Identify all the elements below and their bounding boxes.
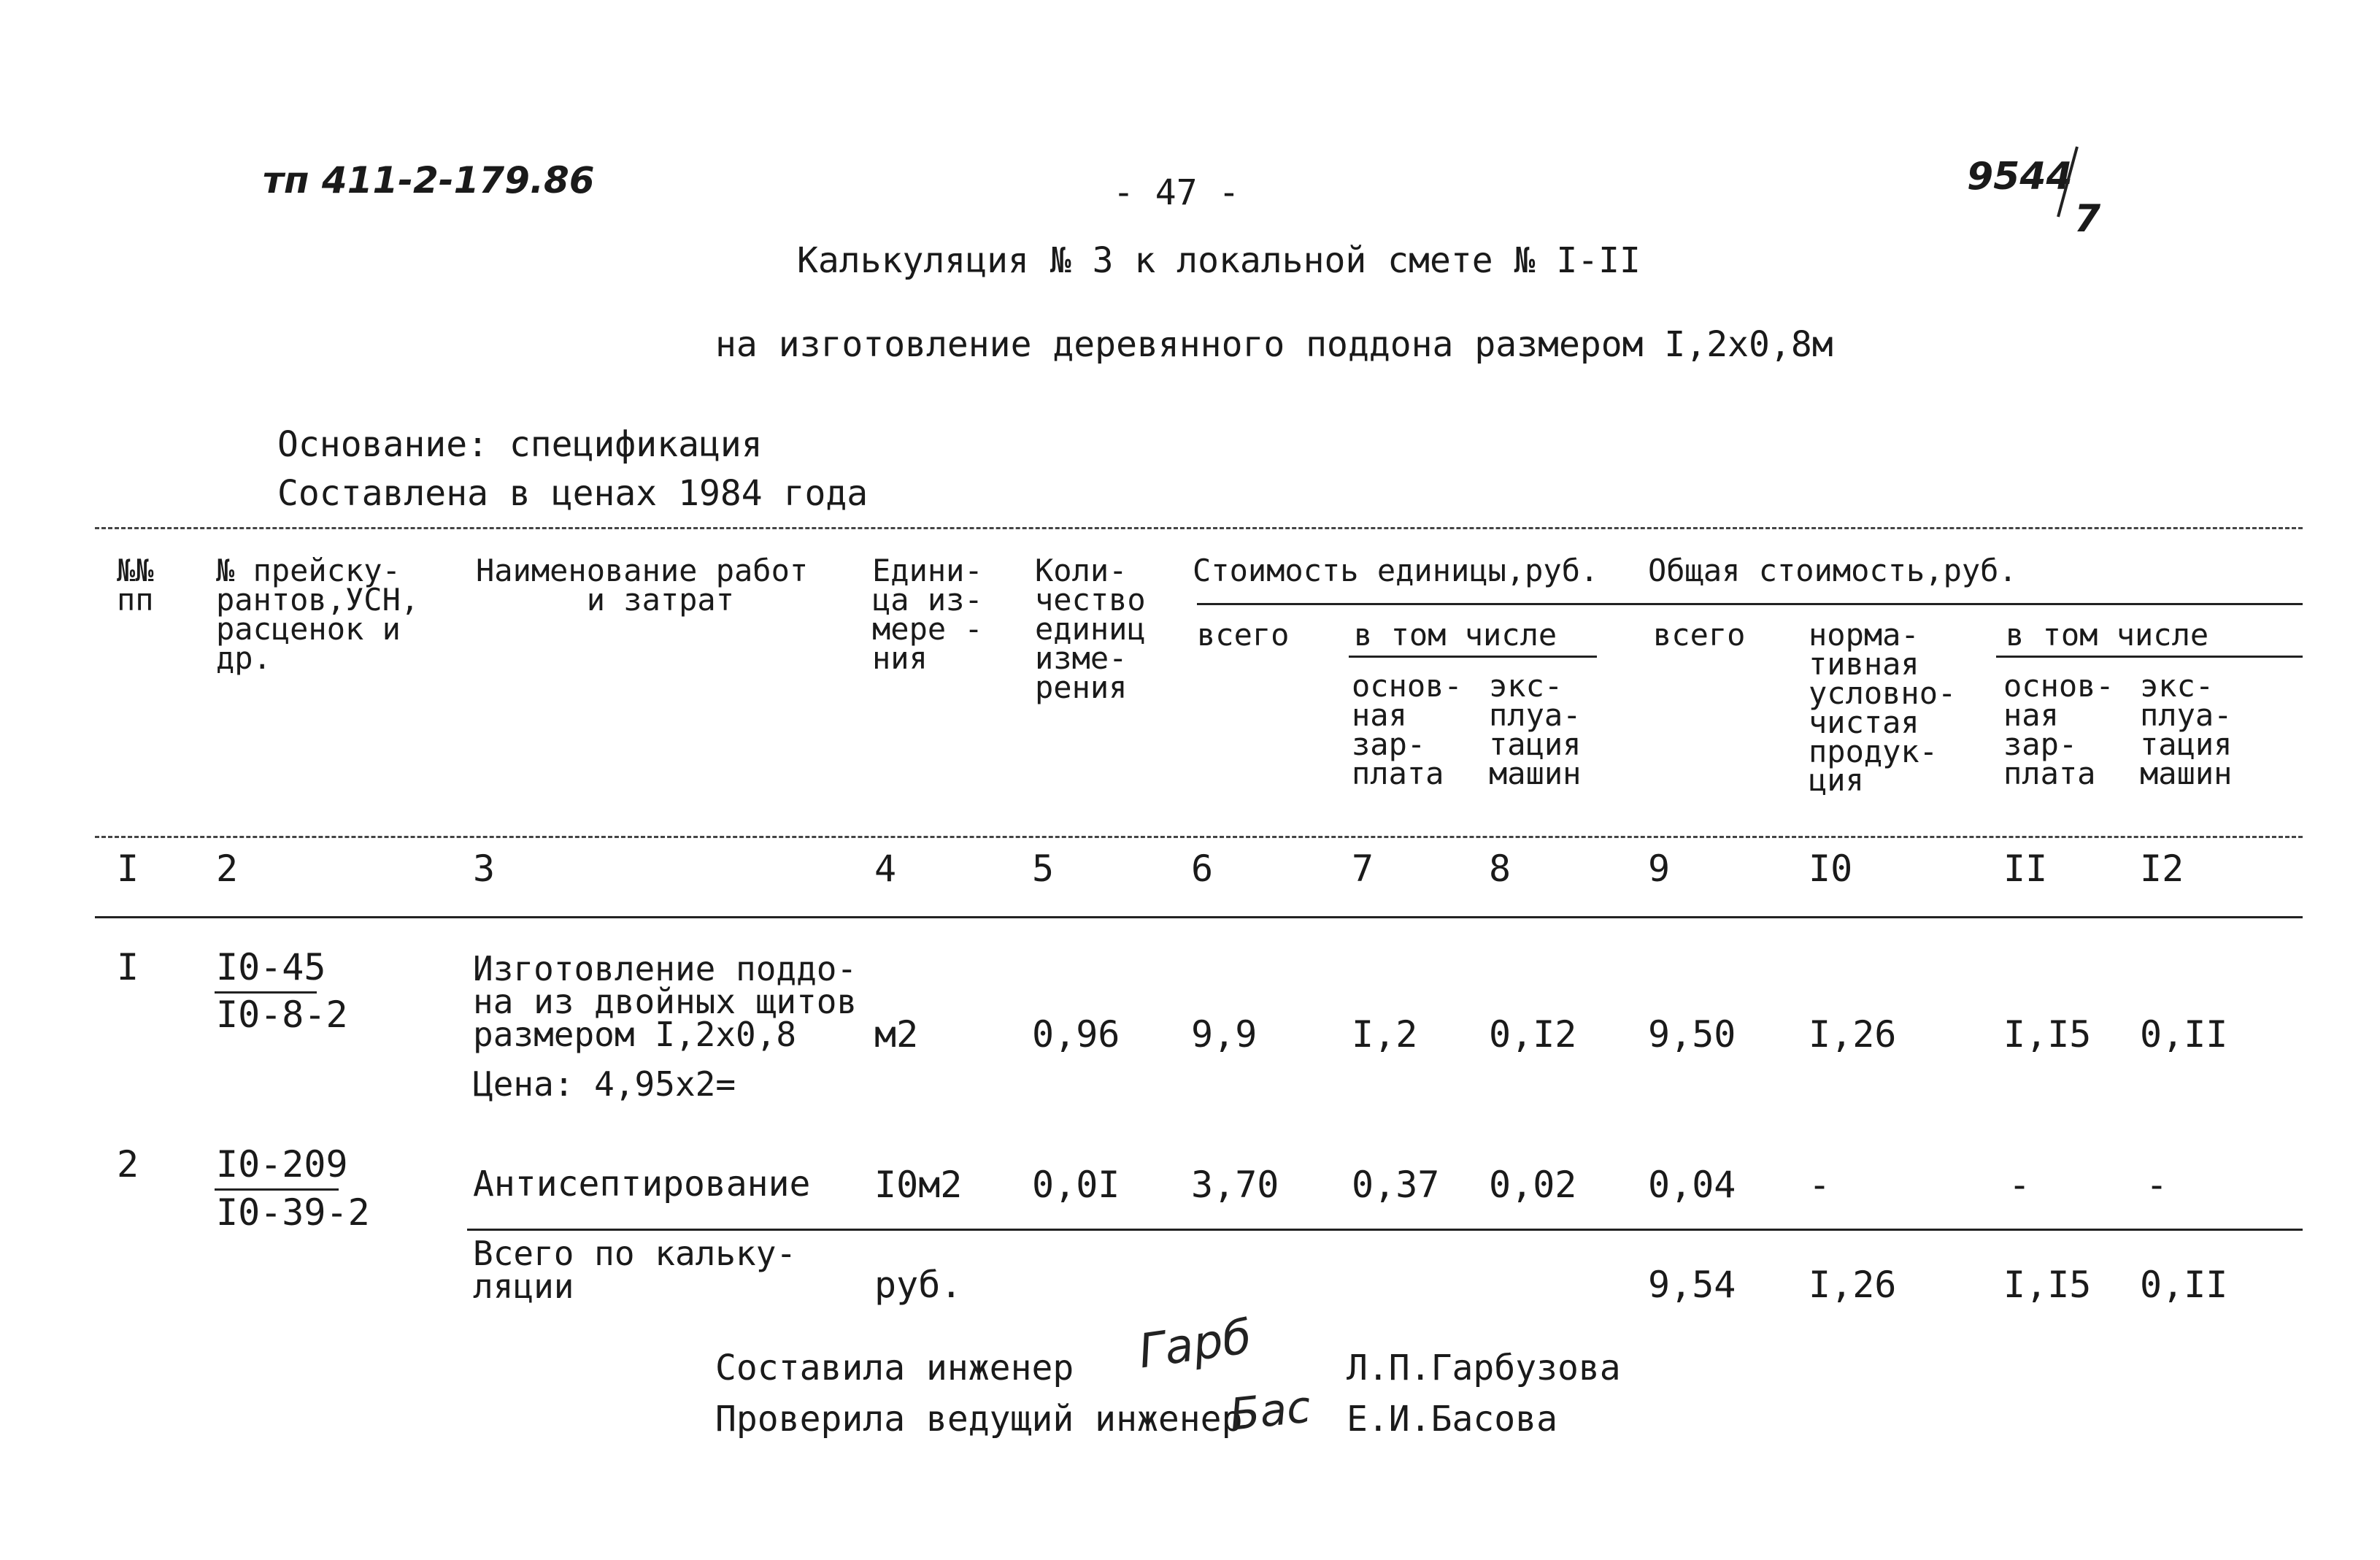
header-unit-salary: основ- ная зар- плата [1352, 668, 1463, 791]
signature-role-2: Проверила ведущий инженер [715, 1399, 1243, 1440]
row-2-norm: - [1809, 1164, 1831, 1206]
row-2-unit-salary: 0,37 [1352, 1164, 1440, 1206]
total-row-salary: I,I5 [2003, 1264, 2092, 1306]
header-name: Наименование работ и затрат [476, 553, 809, 618]
column-number: 7 [1352, 848, 1374, 890]
column-number: II [2003, 848, 2048, 890]
column-number: 5 [1032, 848, 1055, 890]
group-rule [1197, 603, 2303, 605]
total-row-norm: I,26 [1809, 1264, 1897, 1306]
row-1-total-machines: 0,II [2140, 1013, 2228, 1056]
header-total-norm: норма- тивная условно- чистая продук- ция [1809, 617, 1957, 799]
header-unit-cost-group: Стоимость единицы,руб. [1193, 553, 1599, 588]
header-unit-machines: экс- плуа- тация машин [1489, 668, 1582, 791]
row-1-price-note: Цена: 4,95x2= [473, 1064, 736, 1104]
total-row-machines: 0,II [2140, 1264, 2228, 1306]
row-1-num: I [117, 946, 139, 988]
header-qty: Коли- чество единиц изме- рения [1035, 553, 1146, 705]
row-1-unit-total: 9,9 [1191, 1013, 1258, 1056]
column-number: 4 [874, 848, 897, 890]
column-number: 8 [1489, 848, 1511, 890]
row-1-norm: I,26 [1809, 1013, 1897, 1056]
table-top-rule [95, 527, 2303, 529]
row-2-code-top: I0-209 [216, 1143, 348, 1186]
header-unit: Едини- ца из- мере - ния [872, 553, 983, 676]
total-row-unit: руб. [874, 1264, 963, 1306]
header-total-total: всего [1653, 617, 1746, 653]
row-1-unit: м2 [874, 1013, 919, 1056]
header-bottom-rule [95, 836, 2303, 838]
column-number: I2 [2140, 848, 2184, 890]
row-2-unit-machines: 0,02 [1489, 1164, 1577, 1206]
row-1-total-salary: I,I5 [2003, 1013, 2092, 1056]
signature-role-1: Составила инженер [715, 1348, 1074, 1388]
row-1-qty: 0,96 [1032, 1013, 1120, 1056]
header-unit-including: в том числе [1354, 617, 1557, 653]
column-number: 2 [216, 848, 239, 890]
header-total-including: в том числе [2006, 617, 2209, 653]
header-total-salary: основ- ная зар- плата [2003, 668, 2114, 791]
column-number: I0 [1809, 848, 1853, 890]
column-number: 9 [1648, 848, 1671, 890]
row-1-total: 9,50 [1648, 1013, 1736, 1056]
row-2-unit-total: 3,70 [1191, 1164, 1279, 1206]
header-total-cost-group: Общая стоимость,руб. [1648, 553, 2017, 588]
basis-line-1: Основание: спецификация [277, 424, 763, 465]
project-code: тп 411-2-179.86 [263, 159, 595, 201]
header-num: №№ пп [117, 553, 154, 618]
signature-name-1: Л.П.Гарбузова [1347, 1348, 1621, 1388]
total-row-rule [467, 1229, 2303, 1231]
header-total-machines: экс- плуа- тация машин [2140, 668, 2233, 791]
row-2-num: 2 [117, 1143, 139, 1186]
row-1-unit-salary: I,2 [1352, 1013, 1418, 1056]
document-number: 9544 [1967, 155, 2073, 199]
row-2-code-bottom: I0-39-2 [216, 1191, 370, 1234]
signature-name-2: Е.И.Басова [1347, 1399, 1557, 1440]
row-1-unit-machines: 0,I2 [1489, 1013, 1577, 1056]
header-unit-total: всего [1197, 617, 1290, 653]
row-1-name: Изготовление поддо- на из двойных щитов размером I,2x0,8 [473, 949, 858, 1055]
row-2-name: Антисептирование [473, 1164, 811, 1204]
row-2-total: 0,04 [1648, 1164, 1736, 1206]
row-2-total-salary: - [2009, 1164, 2031, 1206]
column-number: I [117, 848, 139, 890]
signature-scribble-1: Гарб [1135, 1310, 1255, 1380]
column-number: 6 [1191, 848, 1214, 890]
column-number: 3 [473, 848, 496, 890]
row-2-qty: 0,0I [1032, 1164, 1120, 1206]
unit-including-rule [1349, 656, 1597, 658]
title-line-2: на изготовление деревянного поддона размером I,2x0,8м [715, 324, 1833, 365]
total-including-rule [1996, 656, 2303, 658]
basis-line-2: Составлена в ценах 1984 года [277, 473, 869, 514]
total-row-label: Всего по кальку- ляции [473, 1234, 797, 1307]
column-numbers-rule [95, 916, 2303, 918]
row-2-code-underline [215, 1188, 339, 1191]
signature-scribble-2: Бас [1227, 1381, 1314, 1441]
total-row-total: 9,54 [1648, 1264, 1736, 1306]
title-line-1: Калькуляция № 3 к локальной смете № I-II [797, 240, 1641, 281]
row-1-code-top: I0-45 [216, 946, 326, 988]
row-2-unit: I0м2 [874, 1164, 963, 1206]
page-number: - 47 - [1113, 172, 1240, 213]
row-1-code-bottom: I0-8-2 [216, 994, 348, 1036]
row-2-total-machines: - [2146, 1164, 2168, 1206]
header-pricelist: № прейску- рантов,УСН, расценок и др. [216, 553, 420, 676]
sheet-number: 7 [2074, 197, 2101, 241]
